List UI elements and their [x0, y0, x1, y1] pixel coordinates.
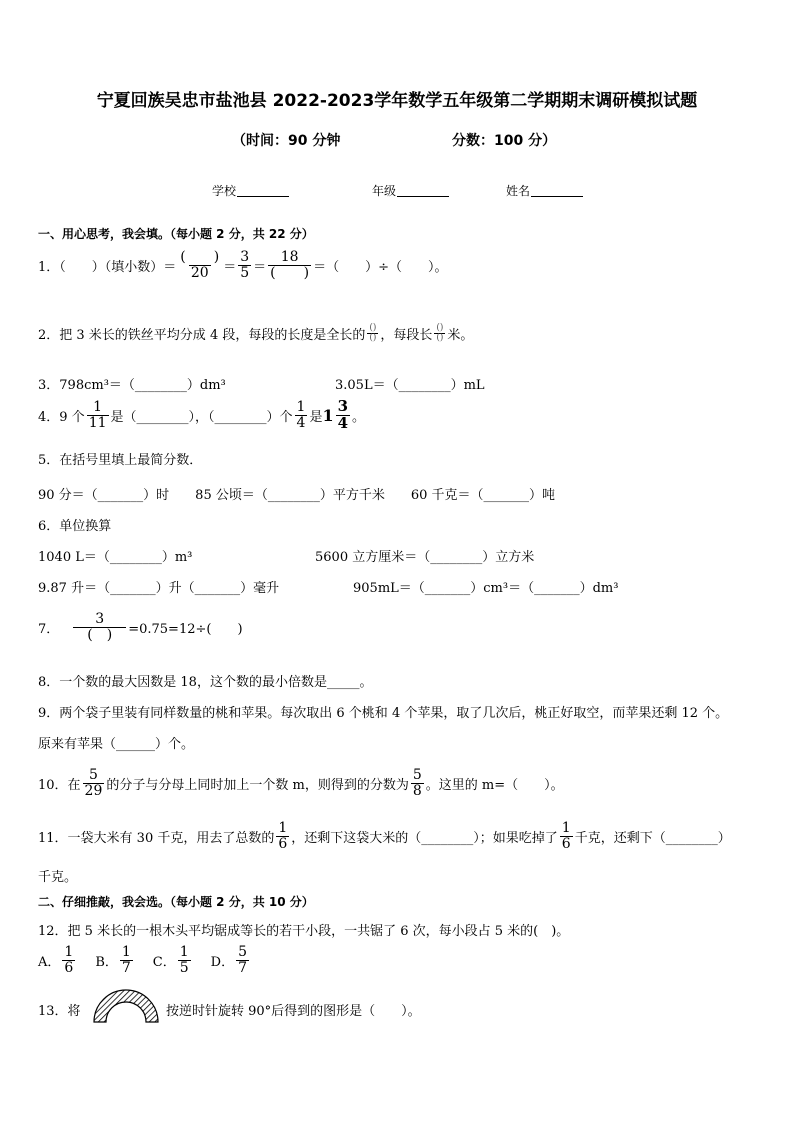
option-a-label: A．: [38, 954, 61, 970]
option-c[interactable]: [153, 945, 193, 975]
q1-fraction-2: $\frac{3}{5}$: [240, 249, 250, 281]
question-6-heading: 6．单位换算: [38, 519, 112, 534]
option-d[interactable]: [211, 945, 251, 975]
q2-fraction-1: $\frac{()}{()}$: [369, 323, 377, 344]
q7-text-b: =0.75=12÷( ): [128, 621, 243, 637]
question-9-line-2: 原来有苹果（______）个。: [38, 737, 195, 752]
q11-fraction-2: $\frac{1}{6}$: [561, 820, 571, 852]
question-11-line-2: 千克。: [38, 870, 78, 885]
question-8: 8．一个数的最大因数是 18，这个数的最小倍数是_____。: [38, 675, 373, 690]
question-6-item-4: 905mL＝（_______）cm³＝（_______）dm³: [353, 581, 619, 596]
score-label: 分数：100 分）: [452, 133, 557, 149]
q10-text-c: 。这里的 m=（ ）。: [425, 777, 564, 793]
school-blank[interactable]: [237, 184, 289, 197]
q11-fraction-1: $\frac{1}{6}$: [278, 820, 288, 852]
option-b[interactable]: [95, 945, 134, 975]
question-2: [38, 324, 473, 344]
option-b-label: B．: [95, 954, 118, 970]
question-6-item-3: 9.87 升＝（_______）升（_______）毫升: [38, 581, 280, 596]
q4-text-b: 是（________），（________）个: [110, 409, 293, 425]
q4-text-d: 。: [352, 409, 366, 425]
question-9-line-1: 9．两个袋子里装有同样数量的桃和苹果。每次取出 6 个桃和 4 个苹果，取了几次后，桃正好取空，而苹果还剩 12 个。: [38, 706, 729, 721]
question-6-item-2: 5600 立方厘米＝（________）立方米: [315, 550, 535, 565]
question-1: [38, 250, 448, 280]
q7-fraction: $\frac{3}{( )}$: [73, 612, 126, 642]
grade-blank[interactable]: [397, 184, 449, 197]
grade-label: 年级: [372, 184, 397, 198]
question-12-options: [38, 945, 251, 975]
q1-equals: ＝: [223, 259, 237, 275]
q1-text-a: 1．（ ）（填小数）＝: [38, 259, 177, 275]
q2-text-c: 米。: [447, 328, 474, 344]
q4-whole: 1: [322, 405, 334, 425]
q11-text-b: ，还剩下这袋大米的（________）；如果吃掉了: [291, 830, 558, 846]
option-d-fraction: $\frac{5}{7}$: [238, 944, 248, 976]
question-12: 12．把 5 米长的一根木头平均锯成等长的若干小段，一共锯了 6 次，每小段占 5 米的( )。: [38, 924, 570, 939]
question-6-item-1: 1040 L＝（________）m³: [38, 550, 193, 565]
q4-text-c: 是: [309, 409, 323, 425]
name-label: 姓名: [506, 184, 531, 198]
question-13-text: 按逆时针旋转 90°后得到的图形是（ ）。: [166, 1004, 421, 1019]
q4-text-a: 4．9 个: [38, 409, 85, 425]
q1-text-b: ＝（ ）÷（ ）。: [313, 259, 448, 275]
q10-text-a: 10．在: [38, 777, 81, 793]
q4-fraction-2: $\frac{1}{4}$: [296, 399, 306, 431]
semicircular-arch-icon: [92, 988, 160, 1024]
q2-fraction-2: $\frac{()}{()}$: [436, 323, 444, 344]
q4-fraction-3: $\frac{3}{4}$: [337, 397, 349, 432]
section-1-heading: 一、用心思考，我会填。（每小题 2 分，共 22 分）: [38, 227, 314, 241]
school-label: 学校: [212, 184, 237, 198]
option-d-label: D．: [210, 954, 235, 970]
q1-equals-2: ＝: [253, 259, 267, 275]
school-field[interactable]: [212, 182, 289, 199]
question-7: [38, 612, 243, 642]
time-label: （时间：90 分钟: [232, 133, 341, 149]
q4-fraction-1: $\frac{1}{11}$: [88, 399, 107, 431]
name-field[interactable]: [506, 182, 583, 199]
q10-text-b: 的分子与分母上同时加上一个数 m，则得到的分数为: [106, 777, 409, 793]
q11-text-c: 千克，还剩下（________）: [574, 830, 731, 846]
grade-field[interactable]: [372, 182, 449, 199]
option-a-fraction: $\frac{1}{6}$: [64, 944, 74, 976]
q11-text-a: 11．一袋大米有 30 千克，用去了总数的: [38, 830, 275, 846]
question-3-part-a: 3．798cm³＝（________）dm³: [38, 378, 226, 393]
q1-fraction-1: $\frac{( )}{20}$: [180, 249, 220, 281]
option-b-fraction: $\frac{1}{7}$: [121, 944, 131, 976]
name-blank[interactable]: [531, 184, 583, 197]
q10-fraction-2: $\frac{5}{8}$: [412, 767, 422, 799]
q1-fraction-3: $\frac{18}{( )}$: [270, 249, 310, 281]
option-c-label: C．: [152, 954, 176, 970]
q2-text-a: 2．把 3 米长的铁丝平均分成 4 段，每段的长度是全长的: [38, 328, 366, 344]
q7-text-a: 7．: [38, 621, 60, 637]
q10-fraction-1: $\frac{5}{29}$: [84, 767, 103, 799]
question-10: [38, 768, 564, 798]
question-5-items: 90 分＝（_______）时 85 公顷＝（________）平方千米 60 千克＝（_______）吨: [38, 488, 556, 503]
question-3-part-b: 3.05L＝（________）mL: [335, 378, 485, 393]
question-13-label: 13．将: [38, 1004, 81, 1019]
option-c-fraction: $\frac{1}{5}$: [179, 944, 189, 976]
question-11: [38, 821, 731, 851]
section-2-heading: 二、仔细推敲，我会选。（每小题 2 分，共 10 分）: [38, 895, 314, 909]
q2-text-b: ，每段长: [380, 328, 433, 344]
page-title: 宁夏回族吴忠市盐池县 2022-2023学年数学五年级第二学期期末调研模拟试题: [96, 91, 698, 111]
option-a[interactable]: [38, 945, 77, 975]
question-4: [38, 399, 365, 432]
question-5-heading: 5．在括号里填上最简分数．: [38, 453, 203, 468]
